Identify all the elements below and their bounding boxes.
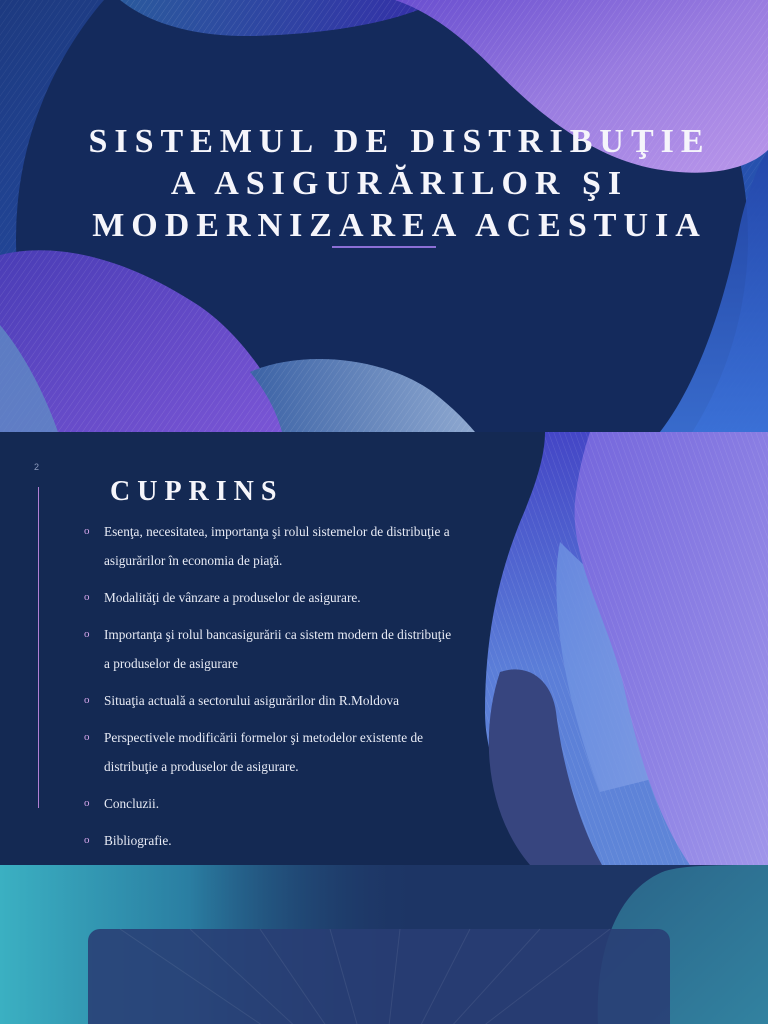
vertical-accent-line [38,487,39,808]
slide-number: 2 [34,462,40,472]
contents-item-text [80,517,451,575]
decorative-inner-panel [88,929,670,1024]
bullet-marker: o [84,797,90,809]
contents-item [80,583,451,612]
contents-item-text [80,620,451,678]
contents-item-line: Modalităţi de vânzare a produselor de asigurare. [104,590,361,605]
title-line: SISTEMUL DE DISTRIBUŢIE [88,123,711,160]
contents-item-line: a produselor de asigurare [104,656,239,671]
title-accent-line [332,246,436,248]
contents-item [80,826,451,855]
contents-item-line: Situaţia actuală a sectorului asigurărilor din R.Moldova [104,693,400,708]
slide-3-background [0,865,768,1024]
contents-item-text [80,826,451,855]
contents-item-line: Perspectivele modificării formelor şi metodelor existente de [104,730,424,745]
contents-item-line: asigurărilor în economia de piaţă. [104,553,283,568]
bullet-marker: o [84,731,90,743]
contents-item-text [80,583,451,612]
slide-1-title [0,0,768,432]
slide-title: CUPRINS [110,476,284,507]
contents-item [80,789,451,818]
contents-item-text [80,789,451,818]
bullet-marker: o [84,628,90,640]
contents-item-line: Importanţa şi rolul bancasigurării ca sistem modern de distribuţie [104,627,452,642]
bullet-marker: o [84,591,90,603]
contents-item [80,686,451,715]
bullet-marker: o [84,525,90,537]
contents-item [80,517,451,575]
bullet-marker: o [84,694,90,706]
contents-list [80,517,451,863]
contents-item-line: Esenţa, necesitatea, importanţa şi rolul sistemelor de distribuţie a [104,524,450,539]
slide-3-partial [0,865,768,1024]
contents-item-line: distribuţie a produselor de asigurare. [104,759,299,774]
contents-item-line: Bibliografie. [104,833,172,848]
contents-item-text [80,723,451,781]
title-line: MODERNIZAREA ACESTUIA [92,207,707,244]
presentation-title [0,121,768,247]
contents-item-line: Concluzii. [104,796,160,811]
title-line: A ASIGURĂRILOR ŞI [170,165,629,202]
contents-item [80,723,451,781]
bullet-marker: o [84,834,90,846]
contents-item [80,620,451,678]
contents-item-text [80,686,451,715]
slide-2-contents [0,432,768,865]
